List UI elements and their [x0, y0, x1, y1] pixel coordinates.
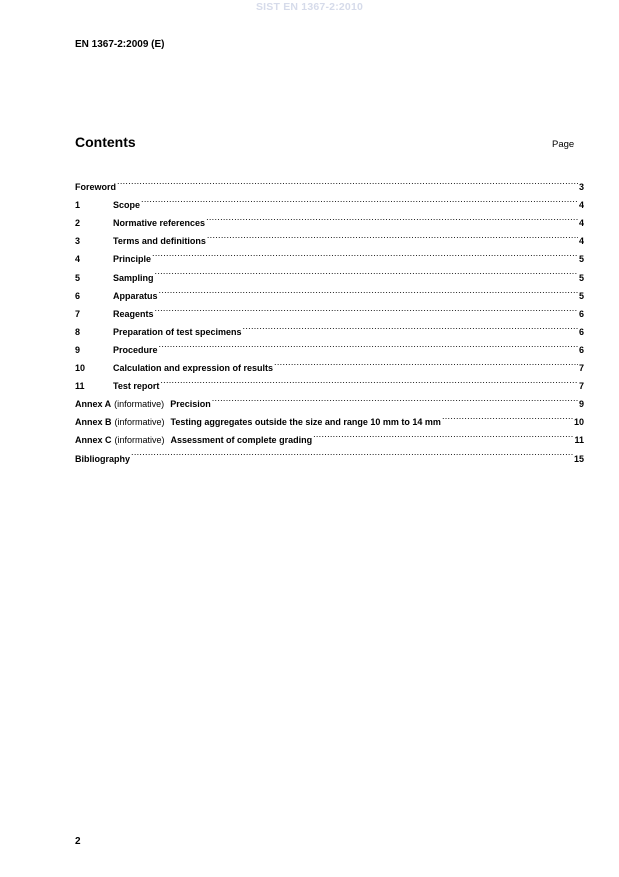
toc-entry-title: Precision	[170, 399, 211, 410]
toc-entry-title: Foreword	[75, 182, 117, 193]
toc-entry-number: 1	[75, 200, 81, 211]
toc-entry-page: 5	[578, 290, 584, 301]
toc-dot-leader	[160, 371, 578, 389]
toc-entry-foreword[interactable]	[75, 172, 584, 193]
toc-dot-leader	[207, 226, 578, 244]
toc-entry-title: Reagents	[113, 308, 154, 319]
toc-entry-section-5[interactable]	[75, 262, 584, 283]
toc-entry-section-2[interactable]	[75, 208, 584, 229]
toc-entry-number: 5	[75, 272, 81, 283]
toc-entry-number: 2	[75, 218, 81, 229]
toc-annex-type: (informative)	[114, 435, 165, 446]
toc-annex-label: Annex B	[75, 417, 112, 428]
toc-entry-number: 6	[75, 290, 81, 301]
page-column-label: Page	[552, 139, 575, 150]
toc-entry-page: 7	[578, 381, 584, 392]
toc-dot-leader	[141, 190, 578, 208]
toc-dot-leader	[152, 244, 578, 262]
toc-entry-bibliography[interactable]	[75, 443, 584, 464]
toc-entry-number: 7	[75, 308, 81, 319]
toc-dot-leader	[117, 172, 578, 190]
toc-entry-section-4[interactable]	[75, 244, 584, 265]
contents-heading: Contents	[75, 134, 136, 150]
toc-dot-leader	[212, 389, 578, 407]
toc-entry-title: Test report	[113, 381, 160, 392]
toc-dot-leader	[155, 299, 578, 317]
toc-entry-number: 11	[75, 381, 85, 392]
toc-dot-leader	[159, 335, 578, 353]
toc-entry-page: 11	[574, 435, 584, 446]
toc-entry-page: 4	[578, 200, 584, 211]
toc-entry-title: Sampling	[113, 272, 154, 283]
toc-entry-title: Terms and definitions	[113, 236, 206, 247]
toc-entry-page: 6	[578, 344, 584, 355]
toc-entry-title: Procedure	[113, 344, 158, 355]
page-number: 2	[75, 836, 81, 847]
toc-entry-title: Bibliography	[75, 453, 131, 464]
toc-entry-page: 4	[578, 218, 584, 229]
toc-entry-number: 3	[75, 236, 81, 247]
table-of-contents	[75, 172, 584, 462]
toc-entry-page: 10	[573, 417, 584, 428]
toc-dot-leader	[155, 262, 578, 280]
toc-annex-type: (informative)	[114, 399, 165, 410]
toc-entry-page: 6	[578, 326, 584, 337]
toc-annex-type: (informative)	[114, 417, 165, 428]
toc-entry-number: 9	[75, 344, 81, 355]
toc-entry-title: Principle	[113, 254, 152, 265]
toc-entry-title: Scope	[113, 200, 141, 211]
toc-entry-title: Assessment of complete grading	[170, 435, 313, 446]
toc-entry-title: Testing aggregates outside the size and range 10 mm to 14 mm	[170, 417, 441, 428]
toc-entry-section-1[interactable]	[75, 190, 584, 211]
toc-dot-leader	[159, 281, 578, 299]
toc-entry-page: 4	[578, 236, 584, 247]
toc-entry-page: 5	[578, 254, 584, 265]
toc-entry-title: Calculation and expression of results	[113, 363, 274, 374]
toc-annex-label: Annex A	[75, 399, 112, 410]
toc-entry-page: 6	[578, 308, 584, 319]
toc-entry-page: 5	[578, 272, 584, 283]
toc-dot-leader	[243, 317, 578, 335]
document-id: EN 1367-2:2009 (E)	[75, 39, 165, 50]
toc-entry-number: 10	[75, 363, 86, 374]
toc-annex-label: Annex C	[75, 435, 112, 446]
toc-entry-title: Preparation of test specimens	[113, 326, 242, 337]
toc-dot-leader	[131, 443, 573, 461]
toc-entry-number: 4	[75, 254, 81, 265]
toc-entry-title: Apparatus	[113, 290, 158, 301]
toc-dot-leader	[442, 407, 573, 425]
toc-entry-number: 8	[75, 326, 81, 337]
toc-dot-leader	[274, 353, 578, 371]
toc-dot-leader	[206, 208, 578, 226]
toc-dot-leader	[313, 425, 573, 443]
toc-entry-page: 7	[578, 363, 584, 374]
watermark: SIST EN 1367-2:2010	[255, 1, 364, 13]
toc-entry-page: 3	[578, 182, 584, 193]
toc-entry-page: 9	[578, 399, 584, 410]
toc-entry-title: Normative references	[113, 218, 206, 229]
toc-entry-page: 15	[573, 453, 584, 464]
